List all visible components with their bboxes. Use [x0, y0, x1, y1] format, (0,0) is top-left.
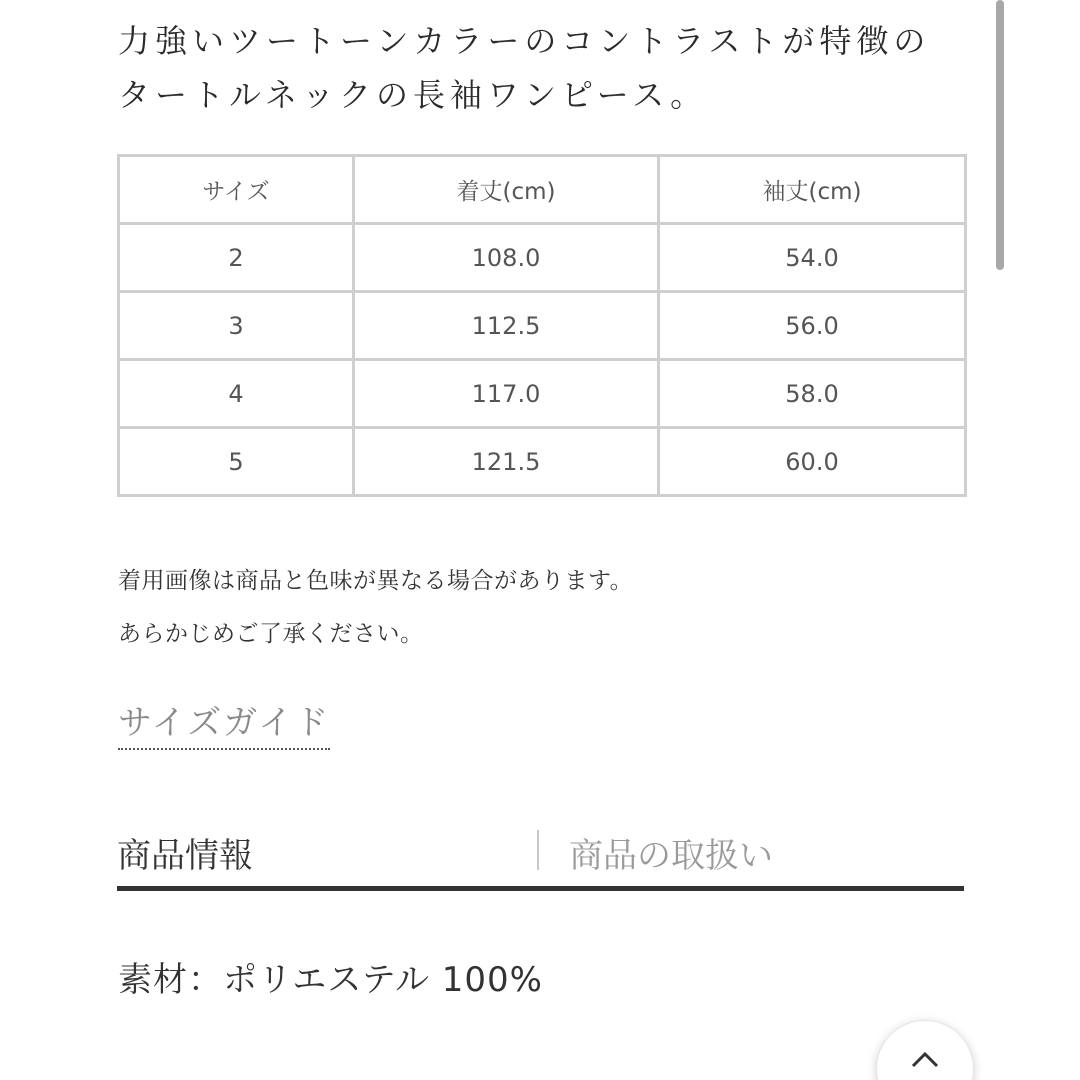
cell-sleeve: 56.0 — [659, 292, 966, 360]
product-description: 力強いツートーンカラーのコントラストが特徴のタートルネックの長袖ワンピース。 — [118, 22, 931, 114]
cell-length: 117.0 — [354, 360, 659, 428]
cell-sleeve: 54.0 — [659, 224, 966, 292]
table-row — [119, 428, 966, 496]
size-table — [117, 154, 967, 497]
table-row — [119, 292, 966, 360]
tab-product-care[interactable]: 商品の取扱い — [569, 836, 773, 876]
cell-size: 4 — [119, 360, 354, 428]
cell-length: 108.0 — [354, 224, 659, 292]
cell-sleeve: 60.0 — [659, 428, 966, 496]
material-info: 素材：ポリエステル 100% — [118, 960, 543, 1000]
cell-size: 2 — [119, 224, 354, 292]
cell-size: 3 — [119, 292, 354, 360]
cell-size: 5 — [119, 428, 354, 496]
tab-product-info[interactable]: 商品情報 — [117, 836, 253, 876]
header-size: サイズ — [119, 156, 354, 224]
table-row — [119, 224, 966, 292]
cell-length: 112.5 — [354, 292, 659, 360]
size-guide-link[interactable]: サイズガイド — [118, 695, 330, 750]
color-disclaimer: 着用画像は商品と色味が異なる場合があります。 — [118, 568, 634, 594]
cell-sleeve: 58.0 — [659, 360, 966, 428]
header-sleeve: 袖丈(cm) — [659, 156, 966, 224]
scrollbar-thumb[interactable] — [996, 0, 1004, 270]
header-length: 着丈(cm) — [354, 156, 659, 224]
size-table-header-row — [119, 156, 966, 224]
chevron-up-icon — [909, 1049, 941, 1069]
cell-length: 121.5 — [354, 428, 659, 496]
tab-divider — [537, 830, 539, 870]
table-row — [119, 360, 966, 428]
back-to-top-button[interactable] — [876, 1020, 974, 1080]
product-tabs — [117, 820, 964, 891]
acknowledgement-note: あらかじめご了承ください。 — [118, 621, 424, 647]
